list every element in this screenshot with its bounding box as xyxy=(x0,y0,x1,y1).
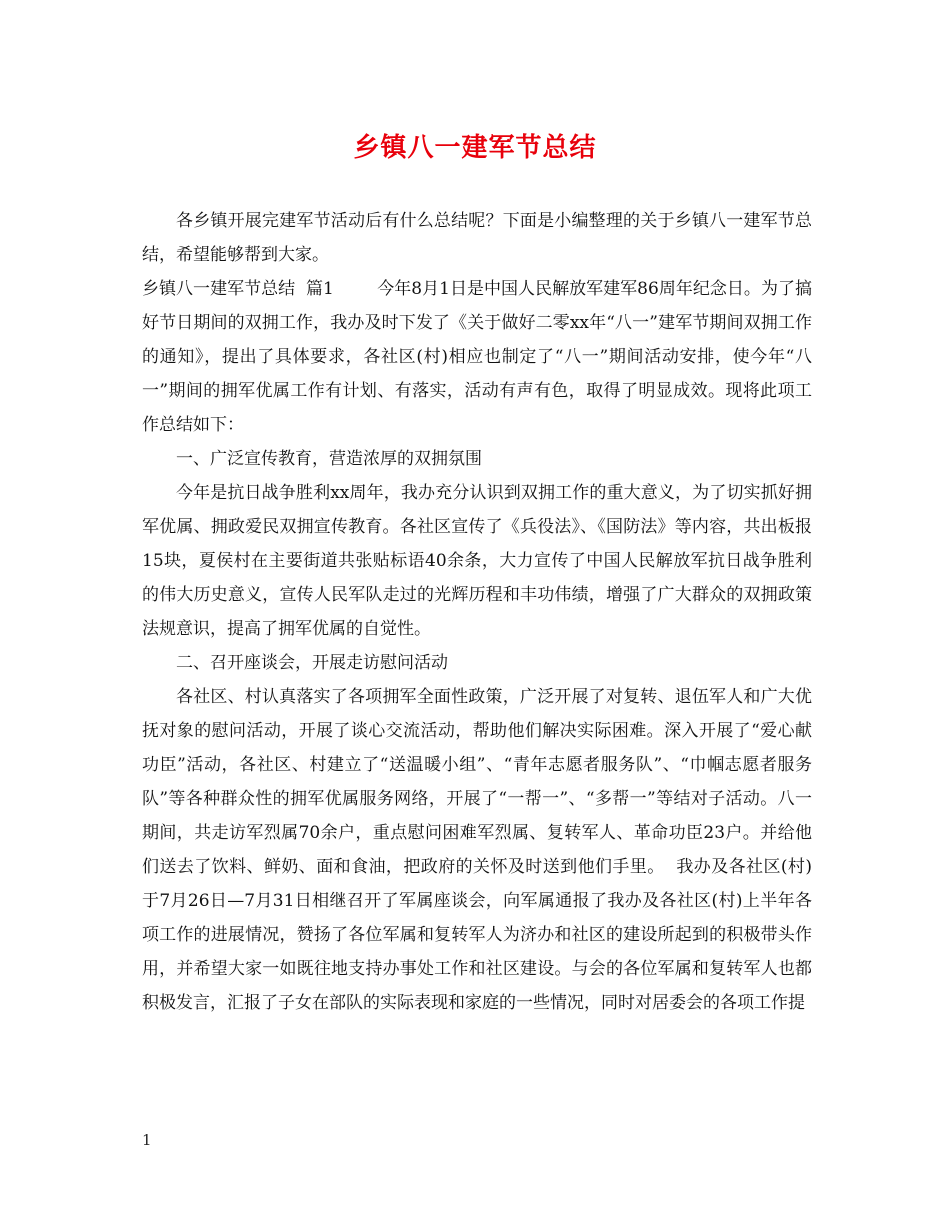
document-body xyxy=(142,204,812,1020)
paragraph-intro: 各乡镇开展完建军节活动后有什么总结呢？下面是小编整理的关于乡镇八一建军节总结，希望能够帮到大家。 xyxy=(142,211,812,265)
paragraph-heading-2: 二、召开座谈会，开展走访慰问活动 xyxy=(176,653,448,673)
paragraph-heading-1: 一、广泛宣传教育，营造浓厚的双拥氛围 xyxy=(176,449,482,469)
document-title: 乡镇八一建军节总结 xyxy=(353,133,597,163)
paragraph-section-1-heading: 乡镇八一建军节总结 篇1 今年8月1日是中国人民解放军建军86周年纪念日。为了搞好节日期间的双拥工作，我办及时下发了《关于做好二零xx年“八一”建军节期间双拥工作的通知》，提出了具体要求，各社区(村)相应也制定了“八一”期间活动安排，使今年“八一”期间的拥军优属工作有计划、有落实，活动有声有色，取得了明显成效。现将此项工作总结如下： xyxy=(142,279,812,435)
paragraph-visits: 各社区、村认真落实了各项拥军全面性政策，广泛开展了对复转、退伍军人和广大优抚对象的慰问活动，开展了谈心交流活动，帮助他们解决实际困难。深入开展了“爱心献功臣”活动，各社区、村建立了“送温暖小组”、“青年志愿者服务队”、“巾帼志愿者服务队”等各种群众性的拥军优属服务网络，开展了“一帮一”、“多帮一”等结对子活动。八一期间，共走访军烈属70余户，重点慰问困难军烈属、复转军人、革命功臣23户。并给他们送去了饮料、鲜奶、面和食油，把政府的关怀及时送到他们手里。 我办及各社区(村)于7月26日—7月31日相继召开了军属座谈会，向军属通报了我办及各社区(村)上半年各项工作的进展情况，赞扬了各位军属和复转军人为济办和社区的建设所起到的积极带头作用，并希望大家一如既往地支持办事处工作和社区建设。与会的各位军属和复转军人也都积极发言，汇报了子女在部队的实际表现和家庭的一些情况，同时对居委会的各项工作提 xyxy=(142,687,812,1013)
paragraph-publicity: 今年是抗日战争胜利xx周年，我办充分认识到双拥工作的重大意义，为了切实抓好拥军优属、拥政爱民双拥宣传教育。各社区宣传了《兵役法》、《国防法》等内容，共出板报15块，夏侯村在主要街道共张贴标语40余条，大力宣传了中国人民解放军抗日战争胜利的伟大历史意义，宣传人民军队走过的光辉历程和丰功伟绩，增强了广大群众的双拥政策法规意识，提高了拥军优属的自觉性。 xyxy=(142,483,812,639)
page-number: 1 xyxy=(142,1131,152,1149)
